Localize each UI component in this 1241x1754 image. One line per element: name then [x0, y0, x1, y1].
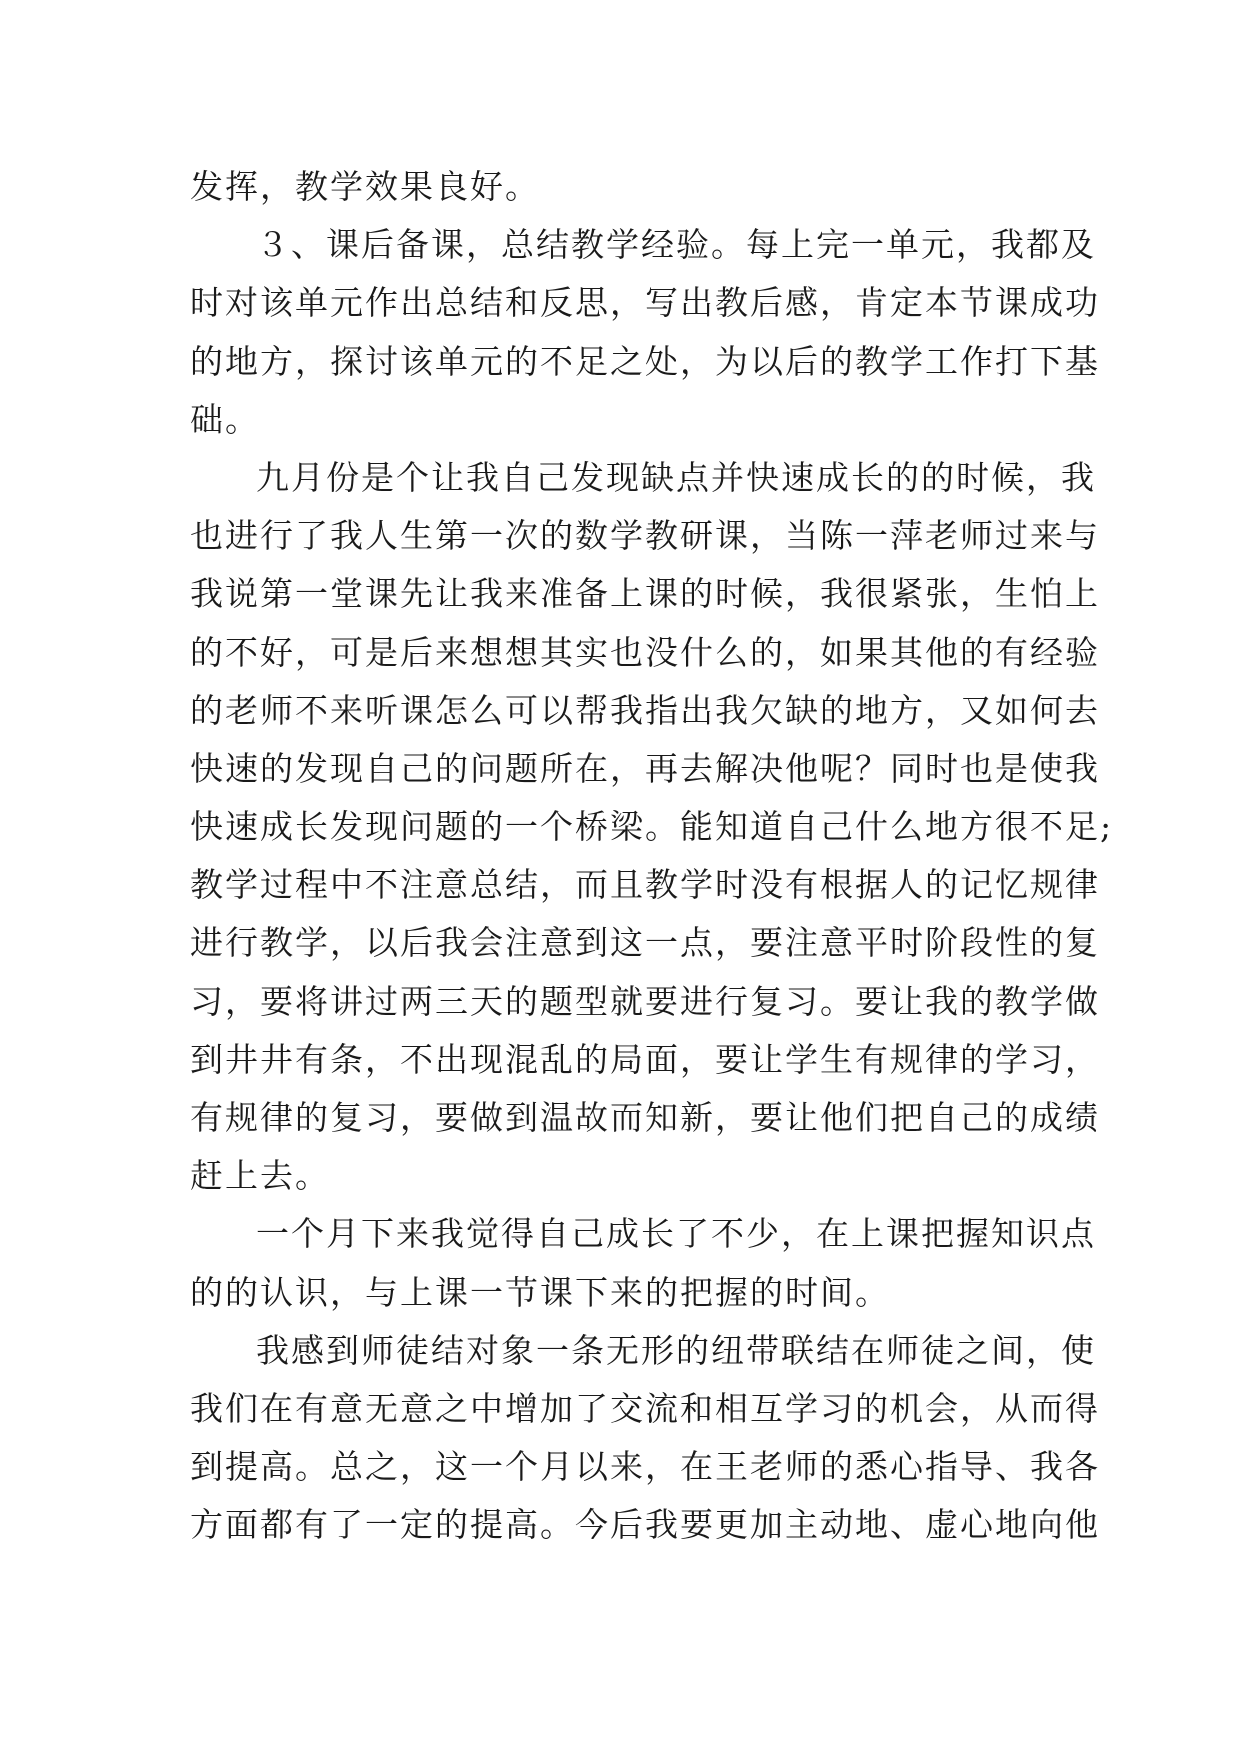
text-line: 教学过程中不注意总结，而且教学时没有根据人的记忆规律 — [190, 865, 1100, 905]
text-line: 快速的发现自己的问题所在，再去解决他呢？同时也是使我 — [190, 748, 1100, 788]
text-line: 方面都有了一定的提高。今后我要更加主动地、虚心地向他 — [190, 1505, 1100, 1545]
text-line: 础。 — [190, 399, 260, 439]
text-line: 一个月下来我觉得自己成长了不少，在上课把握知识点 — [256, 1214, 1096, 1254]
text-line: 也进行了我人生第一次的数学教研课，当陈一萍老师过来与 — [190, 516, 1100, 556]
body-text — [190, 158, 1114, 1555]
text-line: 习，要将讲过两三天的题型就要进行复习。要让我的教学做 — [190, 981, 1100, 1021]
text-line: 我们在有意无意之中增加了交流和相互学习的机会，从而得 — [190, 1388, 1100, 1428]
text-line: 赶上去。 — [190, 1156, 330, 1196]
text-line: 的的认识，与上课一节课下来的把握的时间。 — [190, 1272, 890, 1312]
text-line: 我说第一堂课先让我来准备上课的时候，我很紧张，生怕上 — [190, 574, 1100, 614]
text-line: 的不好，可是后来想想其实也没什么的，如果其他的有经验 — [190, 632, 1100, 672]
text-line: 快速成长发现问题的一个桥梁。能知道自己什么地方很不足; — [190, 807, 1114, 847]
text-line: 发挥，教学效果良好。 — [190, 167, 540, 206]
text-line: 的老师不来听课怎么可以帮我指出我欠缺的地方，又如何去 — [190, 690, 1100, 730]
text-line: 我感到师徒结对象一条无形的纽带联结在师徒之间，使 — [256, 1330, 1096, 1370]
text-line: ３、课后备课，总结教学经验。每上完一单元，我都及 — [256, 225, 1096, 265]
text-line: 到井井有条，不出现混乱的局面，要让学生有规律的学习， — [190, 1039, 1100, 1079]
text-line: 的地方，探讨该单元的不足之处，为以后的教学工作打下基 — [190, 341, 1100, 381]
text-line: 时对该单元作出总结和反思，写出教后感，肯定本节课成功 — [190, 283, 1100, 323]
text-line: 进行教学，以后我会注意到这一点，要注意平时阶段性的复 — [190, 923, 1100, 963]
text-line: 到提高。总之，这一个月以来，在王老师的悉心指导、我各 — [190, 1447, 1100, 1487]
text-line: 有规律的复习，要做到温故而知新，要让他们把自己的成绩 — [190, 1098, 1100, 1137]
text-line: 九月份是个让我自己发现缺点并快速成长的的时候，我 — [256, 457, 1096, 497]
